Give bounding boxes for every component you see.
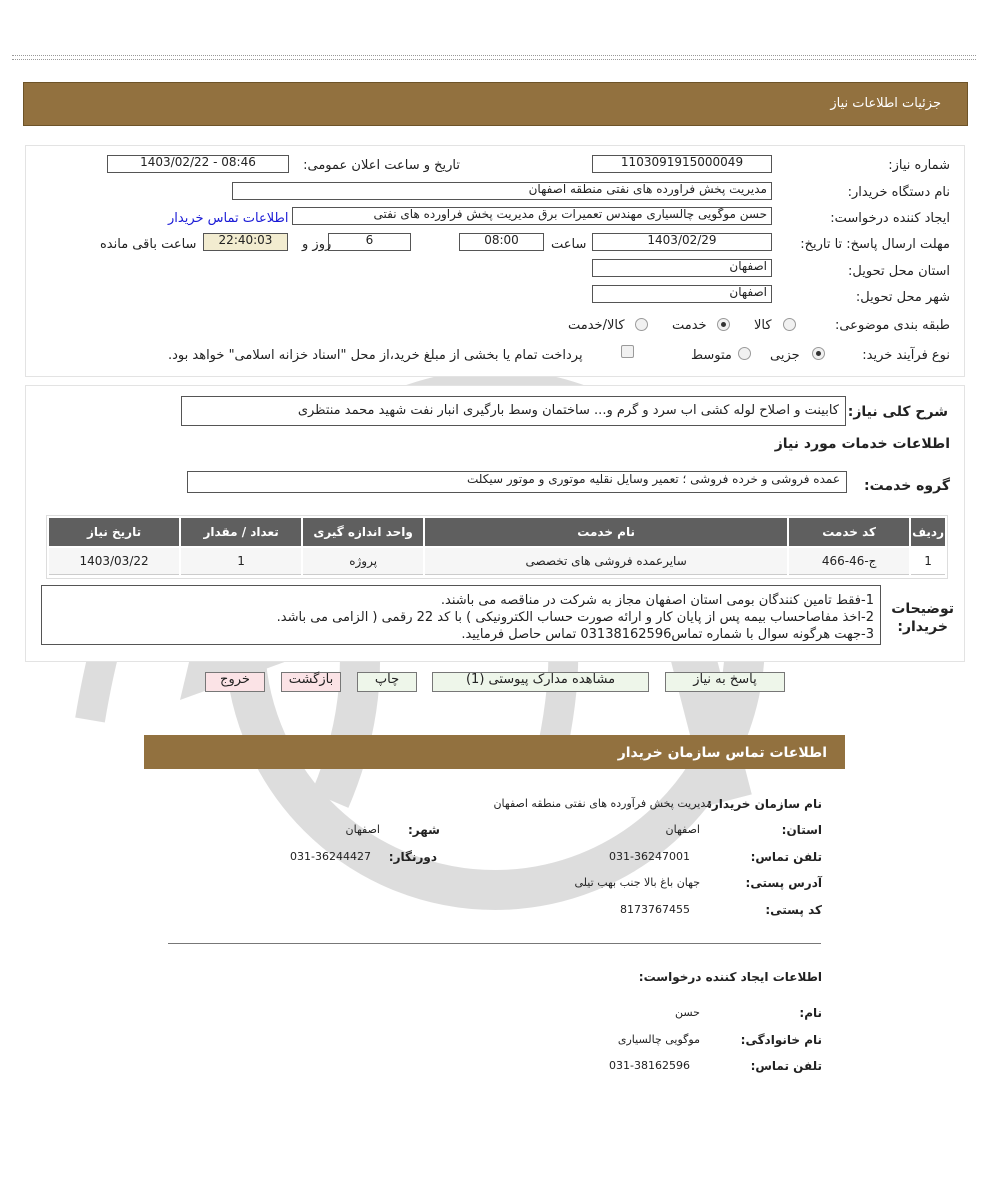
process-radio-medium[interactable] — [738, 347, 751, 360]
creator-phone-label: تلفن تماس: — [750, 1059, 822, 1073]
contact-phone-label: تلفن تماس: — [750, 850, 822, 864]
cell-need-date: 1403/03/22 — [49, 548, 179, 575]
address-label: آدرس پستی: — [745, 876, 822, 890]
creator-family-label: نام خانوادگی: — [740, 1033, 822, 1047]
services-table — [47, 516, 947, 577]
category-radio-service[interactable] — [717, 318, 730, 331]
deadline-date-field: 1403/02/29 — [592, 233, 772, 251]
buyer-org-label: نام دستگاه خریدار: — [847, 185, 950, 200]
group-field: عمده فروشی و خرده فروشی ؛ تعمیر وسایل نقلیه موتوری و موتور سیکلت — [187, 471, 847, 493]
postal-code-label: کد پستی: — [765, 903, 822, 917]
category-option-service: خدمت — [672, 318, 707, 333]
process-option-medium: متوسط — [691, 348, 732, 363]
deadline-label: مهلت ارسال پاسخ: تا تاریخ: — [800, 237, 950, 252]
city-field: اصفهان — [592, 285, 772, 303]
view-documents-button[interactable]: مشاهده مدارک پیوستی (1) — [432, 672, 649, 692]
table-row — [49, 548, 945, 575]
services-table-wrap — [46, 515, 948, 579]
note-line-3: 3-جهت هرگونه سوال با شماره تماس03138162596 تماس حاصل فرمایید. — [461, 627, 874, 642]
details-panel — [25, 145, 965, 377]
days-label: روز و — [302, 237, 332, 252]
contact-fax-value: 031-36244427 — [290, 850, 371, 863]
section-title: جزئیات اطلاعات نیاز — [830, 96, 941, 111]
city-label: شهر محل تحویل: — [855, 290, 950, 305]
contact-title: اطلاعات تماس سازمان خریدار — [617, 745, 827, 761]
deadline-time-label: ساعت — [551, 237, 587, 252]
creator-name-value: حسن — [675, 1006, 700, 1019]
address-value: جهان باغ بالا جنب بهب تیلی — [574, 876, 700, 889]
notes-label — [891, 600, 954, 636]
creator-section-title: اطلاعات ایجاد کننده درخواست: — [638, 970, 822, 984]
org-name-value: مدیریت پخش فرآورده های نفتی منطقه اصفهان — [493, 797, 712, 810]
cell-unit: پروژه — [303, 548, 423, 575]
category-radio-goods[interactable] — [783, 318, 796, 331]
contact-fax-label: دورنگار: — [388, 850, 437, 864]
payment-note: پرداخت تمام یا بخشی از مبلغ خرید،از محل "اسناد خزانه اسلامی" خواهد بود. — [168, 348, 583, 363]
reply-button[interactable]: پاسخ به نیاز — [665, 672, 785, 692]
print-button[interactable]: چاپ — [357, 672, 417, 692]
col-unit: واحد اندازه گیری — [303, 518, 423, 546]
top-separator — [12, 55, 976, 60]
process-option-minor: جزیی — [770, 348, 800, 363]
back-button[interactable]: بازگشت — [281, 672, 341, 692]
section-header — [23, 82, 968, 126]
contact-phone-value: 031-36247001 — [609, 850, 690, 863]
cell-quantity: 1 — [181, 548, 301, 575]
services-title: اطلاعات خدمات مورد نیاز — [774, 436, 950, 452]
contact-city-label: شهر: — [408, 823, 440, 837]
remaining-time-field: 22:40:03 — [203, 233, 288, 251]
summary-label: شرح کلی نیاز: — [847, 404, 948, 420]
creator-family-value: موگویی چالسیاری — [617, 1033, 700, 1046]
category-radio-goods-service[interactable] — [635, 318, 648, 331]
col-service-code: کد خدمت — [789, 518, 909, 546]
contact-divider — [168, 943, 821, 944]
group-label: گروه خدمت: — [864, 478, 950, 494]
summary-field: کابینت و اصلاح لوله کشی اب سرد و گرم و... ساختمان وسط بارگیری انبار نفت شهید محمد منتظری — [181, 396, 846, 426]
contact-header — [144, 735, 845, 769]
category-label: طبقه بندی موضوعی: — [834, 318, 950, 333]
note-line-2: 2-اخذ مفاصاحساب بیمه پس از پایان کار و ارائه صورت حساب الکترونیکی ) با کد 22 رقمی ( الزامی می باشد. — [276, 610, 874, 625]
need-number-label: شماره نیاز: — [888, 158, 950, 173]
notes-label-line2: خریدار: — [897, 619, 948, 635]
col-need-date: تاریخ نیاز — [49, 518, 179, 546]
cell-service-code: ج-46-466 — [789, 548, 909, 575]
remaining-label: ساعت باقی مانده — [100, 237, 197, 252]
col-service-name: نام خدمت — [425, 518, 787, 546]
notes-box — [41, 585, 881, 645]
province-label: استان محل تحویل: — [848, 264, 950, 279]
creator-name-label: نام: — [799, 1006, 822, 1020]
creator-field: حسن موگویی چالسیاری مهندس تعمیرات برق مدیریت پخش فراورده های نفتی — [292, 207, 772, 225]
payment-checkbox[interactable] — [621, 345, 634, 358]
province-field: اصفهان — [592, 259, 772, 277]
category-option-goods-service: کالا/خدمت — [568, 318, 625, 333]
announce-field: 1403/02/22 - 08:46 — [107, 155, 289, 173]
cell-service-name: سایرعمده فروشی های تخصصی — [425, 548, 787, 575]
deadline-time-field: 08:00 — [459, 233, 544, 251]
exit-button[interactable]: خروج — [205, 672, 265, 692]
contact-city-value: اصفهان — [345, 823, 380, 836]
contact-province-label: استان: — [781, 823, 822, 837]
buyer-contact-link[interactable]: اطلاعات تماس خریدار — [168, 211, 289, 226]
days-field: 6 — [328, 233, 411, 251]
creator-phone-value: 031-38162596 — [609, 1059, 690, 1072]
buyer-org-field: مدیریت پخش فراورده های نفتی منطقه اصفهان — [232, 182, 772, 200]
table-header-row — [49, 518, 945, 546]
process-label: نوع فرآیند خرید: — [862, 348, 950, 363]
need-number-field: 1103091915000049 — [592, 155, 772, 173]
process-radio-minor[interactable] — [812, 347, 825, 360]
org-name-label: نام سازمان خریدار: — [707, 797, 822, 811]
creator-label: ایجاد کننده درخواست: — [830, 211, 950, 226]
col-row-number: ردیف — [911, 518, 945, 546]
notes-label-line1: توضیحات — [891, 601, 954, 617]
note-line-1: 1-فقط تامین کنندگان بومی استان اصفهان مجاز به شرکت در مناقصه می باشند. — [440, 593, 874, 608]
cell-row-number: 1 — [911, 548, 945, 575]
contact-province-value: اصفهان — [665, 823, 700, 836]
postal-code-value: 8173767455 — [620, 903, 690, 916]
category-option-goods: کالا — [754, 318, 772, 333]
col-quantity: تعداد / مقدار — [181, 518, 301, 546]
announce-label: تاریخ و ساعت اعلان عمومی: — [303, 158, 460, 173]
